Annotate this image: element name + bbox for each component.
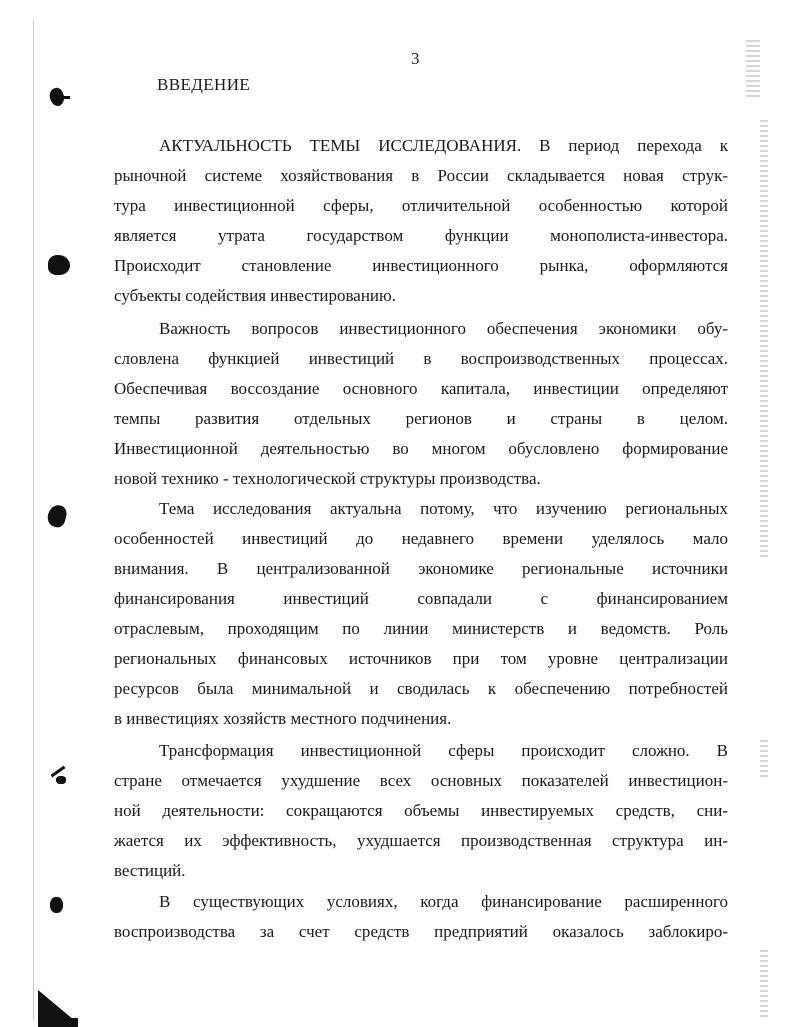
text-line: Тема исследования актуальна потому, что изучению региональных — [159, 499, 728, 518]
text-line: тура инвестиционной сферы, отличительной особенностью которой — [114, 195, 728, 215]
scan-edge-noise — [760, 740, 768, 780]
text-line: ной деятельности: сокращаются объемы инвестируемых средств, сни- — [114, 800, 728, 820]
text-line: воспроизводства за счет средств предприятий оказалось заблокиро- — [114, 921, 728, 941]
paragraph-relevance — [114, 131, 728, 311]
paragraph-topic — [114, 494, 728, 734]
section-heading: ВВЕДЕНИЕ — [157, 75, 251, 94]
scan-mark — [48, 255, 70, 275]
scan-edge-line — [33, 20, 34, 1020]
text-line: темпы развития отдельных регионов и страны в целом. — [114, 408, 728, 428]
text-line: отраслевым, проходящим по линии министерств и ведомств. Роль — [114, 618, 728, 638]
paragraph-importance — [114, 314, 728, 494]
text-line: Инвестиционной деятельностью во многом обусловлено формирование — [114, 438, 728, 458]
text-line: субъекты содействия инвестированию. — [114, 285, 396, 305]
text-line: новой технико - технологической структуры производства. — [114, 468, 541, 488]
paragraph-conditions — [114, 887, 728, 947]
text-line: особенностей инвестиций до недавнего времени уделялось мало — [114, 528, 728, 548]
text-line: внимания. В централизованной экономике региональные источники — [114, 558, 728, 578]
scan-corner-shadow — [38, 990, 74, 1020]
text-line: жается их эффективность, ухудшается производственная структура ин- — [114, 830, 728, 850]
scan-mark — [50, 897, 63, 913]
text-line: рыночной системе хозяйствования в России складывается новая струк- — [114, 165, 728, 185]
text-line: стране отмечается ухудшение всех основных показателей инвестицион- — [114, 770, 728, 790]
paragraph-transformation — [114, 736, 728, 886]
text-line: ресурсов была минимальной и сводилась к обеспечению потребностей — [114, 678, 728, 698]
page-number: 3 — [411, 49, 420, 68]
scan-edge-noise — [746, 40, 760, 100]
text-line: Происходит становление инвестиционного рынка, оформляются — [114, 255, 728, 275]
text-line: Важность вопросов инвестиционного обеспечения экономики обу- — [159, 319, 728, 338]
text-line: региональных финансовых источников при том уровне централизации — [114, 648, 728, 668]
text-line: В существующих условиях, когда финансирование расширенного — [159, 892, 728, 911]
scan-corner-shadow — [38, 1018, 78, 1027]
text-line: является утрата государством функции монополиста-инвестора. — [114, 225, 728, 245]
scan-mark — [45, 503, 68, 529]
text-line: финансирования инвестиций совпадали с финансированием — [114, 588, 728, 608]
text-line: словлена функцией инвестиций в воспроизводственных процессах. — [114, 348, 728, 368]
scan-edge-noise — [760, 120, 768, 560]
scan-mark — [62, 96, 70, 99]
text-line: вестиций. — [114, 860, 186, 880]
text-line: АКТУАЛЬНОСТЬ ТЕМЫ ИССЛЕДОВАНИЯ. В период перехода к — [159, 136, 728, 155]
text-line: Обеспечивая воссоздание основного капитала, инвестиции определяют — [114, 378, 728, 398]
scan-mark — [56, 776, 66, 784]
text-line: в инвестициях хозяйств местного подчинения. — [114, 708, 452, 728]
scan-edge-noise — [760, 950, 768, 1020]
text-line: Трансформация инвестиционной сферы происходит сложно. В — [159, 741, 728, 760]
